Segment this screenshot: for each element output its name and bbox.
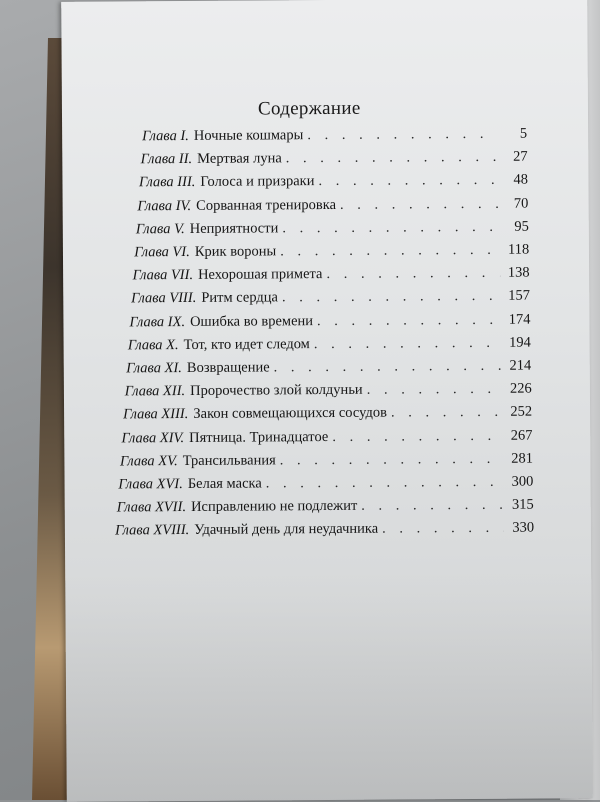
toc-leader-dots [307,126,497,144]
toc-entry [129,311,530,334]
toc-entry [131,288,530,311]
toc-chapter-title: Трансильвания [182,452,276,469]
toc-chapter-number: Глава V. [135,220,185,238]
toc-chapter-title: Голоса и призраки [200,173,315,191]
page-title: Содержание [257,97,361,120]
toc-chapter-number: Глава XI. [126,360,182,377]
toc-chapter-number: Глава X. [127,336,179,354]
toc-page-number: 95 [514,218,529,235]
toc-chapter-title: Ошибка во времени [190,312,314,330]
toc-entry [134,242,529,265]
toc-chapter-number: Глава XVI. [118,476,183,493]
toc-chapter-number: Глава IV. [137,197,192,214]
toc-chapter-title: Пятница. Тринадцатое [189,428,329,446]
toc-chapter-title: Неприятности [189,220,279,237]
toc-entry [136,218,529,241]
toc-chapter-title: Нехорошая примета [198,266,323,284]
toc-entry [120,450,533,473]
toc-chapter-number: Глава XVII. [116,499,187,516]
toc-leader-dots [317,311,501,329]
toc-page-number: 315 [511,496,534,513]
toc-page-number: 267 [510,427,533,444]
toc-leader-dots [314,335,501,353]
toc-leader-dots [280,242,499,261]
toc-leader-dots [282,288,500,307]
toc-entry [137,195,528,218]
toc-leader-dots [280,451,503,470]
toc-page-number: 138 [507,264,530,281]
toc-page-number: 252 [510,403,533,421]
toc-chapter-title: Крик вороны [194,243,277,260]
toc-chapter-number: Глава XV. [119,452,178,470]
toc-leader-dots [282,219,499,238]
toc-chapter-title: Исправлению не подлежит [190,497,358,516]
toc-leader-dots [340,195,499,213]
toc-chapter-title: Удачный день для неудачника [194,521,379,539]
toc-entry [125,381,532,404]
toc-chapter-number: Глава XIV. [121,429,185,447]
toc-entry [115,520,534,543]
toc-entry [126,358,531,381]
toc-leader-dots [274,358,502,377]
toc-chapter-number: Глава XIII. [123,406,189,423]
toc-entry [142,126,527,149]
toc-leader-dots [286,149,498,167]
toc-entry [121,427,532,450]
toc-page-number: 5 [519,125,528,142]
toc-leader-dots [361,497,504,515]
toc-chapter-number: Глава II. [140,151,193,168]
toc-entry [118,474,533,497]
toc-page-number: 157 [508,287,531,305]
toc-chapter-number: Глава VIII. [130,290,197,307]
toc-leader-dots [332,427,502,445]
toc-entry [123,404,532,427]
toc-chapter-title: Ритм сердца [201,289,279,307]
toc-leader-dots [326,265,499,283]
toc-entry [133,265,530,288]
toc-page-number: 300 [511,473,534,490]
toc-chapter-title: Сорванная тренировка [196,196,337,214]
toc-chapter-title: Возвращение [186,359,270,376]
toc-entry [141,149,528,172]
toc-chapter-number: Глава XVIII. [115,522,190,539]
book-page [61,0,593,802]
toc-chapter-number: Глава III. [138,174,196,191]
toc-leader-dots [318,172,498,190]
toc-page-number: 48 [513,171,529,189]
table-of-contents [62,125,588,539]
toc-entry [139,172,528,195]
toc-page-number: 27 [513,148,528,165]
toc-chapter-title: Закон совмещающихся сосудов [193,404,387,423]
toc-page-number: 174 [508,311,531,328]
toc-page-number: 226 [509,380,532,397]
toc-chapter-title: Пророчество злой колдуньи [190,381,363,400]
toc-page-number: 281 [511,450,533,467]
toc-page-number: 214 [509,357,532,374]
toc-chapter-title: Ночные кошмары [193,127,304,144]
page-shading [65,568,593,802]
toc-chapter-number: Глава I. [142,127,189,145]
toc-entry [128,334,531,357]
toc-chapter-number: Глава VI. [134,243,190,261]
toc-leader-dots [391,404,502,422]
toc-chapter-number: Глава IX. [129,313,186,330]
toc-chapter-title: Белая маска [187,475,262,492]
toc-page-number: 70 [513,195,529,212]
toc-leader-dots [266,474,504,493]
toc-chapter-number: Глава VII. [132,267,194,284]
toc-page-number: 194 [509,334,531,351]
toc-chapter-title: Тот, кто идет следом [183,335,310,353]
toc-entry [117,497,534,520]
toc-page-number: 118 [507,241,530,258]
toc-chapter-title: Мертвая луна [197,150,282,168]
toc-leader-dots [382,520,504,538]
toc-leader-dots [367,381,502,399]
toc-page-number: 330 [512,519,535,537]
toc-chapter-number: Глава XII. [124,383,186,400]
